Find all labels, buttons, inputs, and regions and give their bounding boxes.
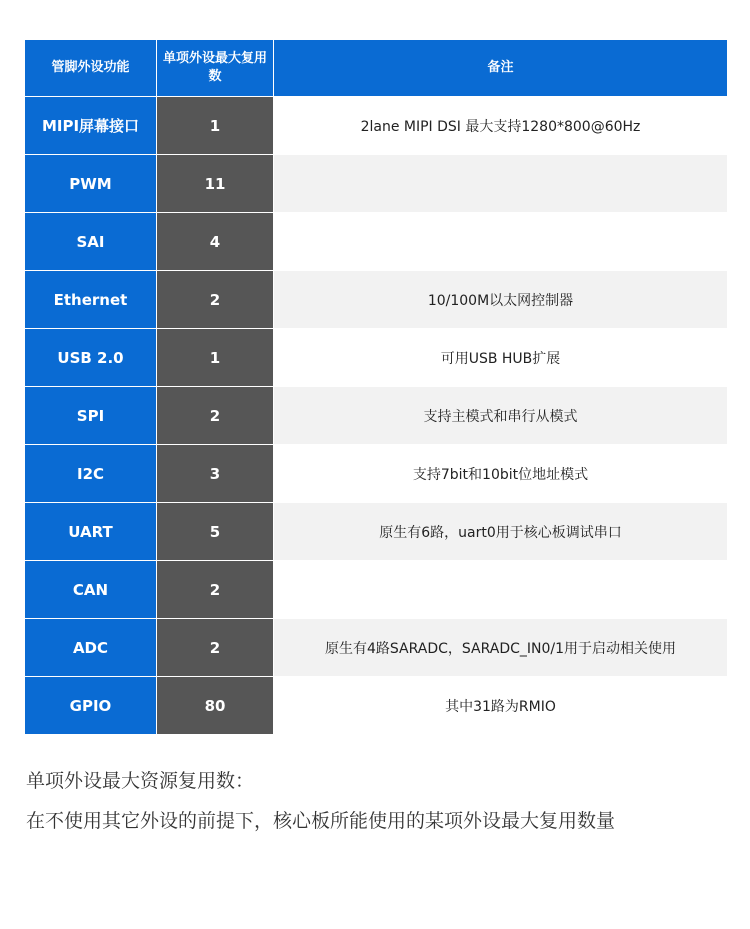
table-row <box>25 213 728 271</box>
note-cell: 支持7bit和10bit位地址模式 <box>274 445 728 503</box>
function-cell: UART <box>25 503 157 561</box>
table-row <box>25 329 728 387</box>
count-cell: 1 <box>157 97 274 155</box>
function-cell: ADC <box>25 619 157 677</box>
note-cell <box>274 155 728 213</box>
function-cell: Ethernet <box>25 271 157 329</box>
function-cell: MIPI屏幕接口 <box>25 97 157 155</box>
count-cell: 2 <box>157 561 274 619</box>
count-cell: 80 <box>157 677 274 735</box>
header-max-multiplex: 单项外设最大复用数 <box>157 40 274 97</box>
table-row <box>25 503 728 561</box>
count-cell: 2 <box>157 387 274 445</box>
footnote-title: 单项外设最大资源复用数： <box>26 770 255 792</box>
table-row <box>25 677 728 735</box>
function-cell: I2C <box>25 445 157 503</box>
function-cell: GPIO <box>25 677 157 735</box>
note-cell: 其中31路为RMIO <box>274 677 728 735</box>
count-cell: 2 <box>157 271 274 329</box>
note-cell: 10/100M以太网控制器 <box>274 271 728 329</box>
function-cell: USB 2.0 <box>25 329 157 387</box>
note-cell: 2lane MIPI DSI 最大支持1280*800@60Hz <box>274 97 728 155</box>
note-cell: 可用USB HUB扩展 <box>274 329 728 387</box>
note-cell: 支持主模式和串行从模式 <box>274 387 728 445</box>
table-header-row <box>25 40 728 97</box>
header-notes: 备注 <box>274 40 728 97</box>
note-cell: 原生有4路SARADC，SARADC_IN0/1用于启动相关使用 <box>274 619 728 677</box>
table-row <box>25 97 728 155</box>
function-cell: PWM <box>25 155 157 213</box>
count-cell: 5 <box>157 503 274 561</box>
table-row <box>25 271 728 329</box>
peripheral-table <box>24 39 728 735</box>
note-cell <box>274 561 728 619</box>
table-row <box>25 155 728 213</box>
function-cell: SAI <box>25 213 157 271</box>
table-row <box>25 619 728 677</box>
function-cell: CAN <box>25 561 157 619</box>
table-row <box>25 387 728 445</box>
count-cell: 3 <box>157 445 274 503</box>
note-cell: 原生有6路，uart0用于核心板调试串口 <box>274 503 728 561</box>
count-cell: 11 <box>157 155 274 213</box>
count-cell: 2 <box>157 619 274 677</box>
header-function: 管脚外设功能 <box>25 40 157 97</box>
table-row <box>25 445 728 503</box>
count-cell: 1 <box>157 329 274 387</box>
note-cell <box>274 213 728 271</box>
footnote-description: 在不使用其它外设的前提下，核心板所能使用的某项外设最大复用数量 <box>26 810 616 832</box>
function-cell: SPI <box>25 387 157 445</box>
count-cell: 4 <box>157 213 274 271</box>
table-row <box>25 561 728 619</box>
